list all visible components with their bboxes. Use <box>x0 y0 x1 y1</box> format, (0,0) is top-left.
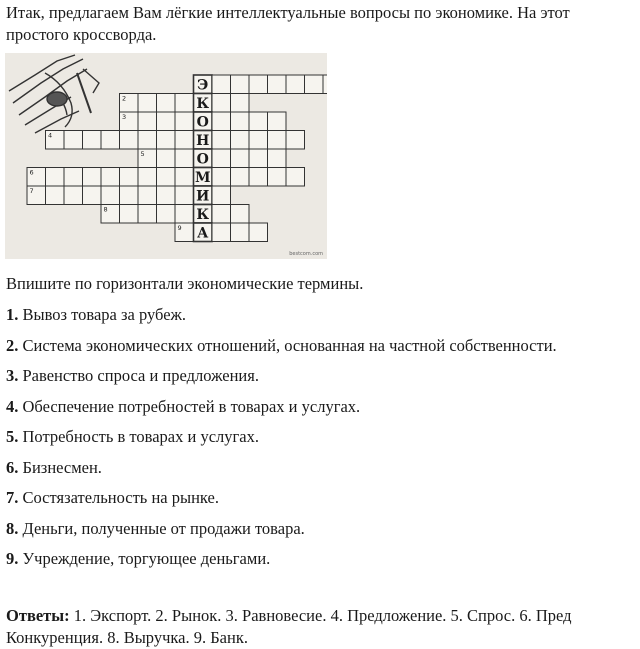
grid-cell <box>157 205 176 224</box>
grid-cell <box>212 149 231 168</box>
grid-cell <box>249 131 268 150</box>
grid-cell <box>268 149 287 168</box>
clue-number: 8. <box>6 518 19 538</box>
clue-number: 1. <box>6 305 19 324</box>
grid-cell <box>175 94 194 113</box>
grid-cell <box>138 112 157 131</box>
clue-text: Равенство спроса и предложения. <box>18 366 259 385</box>
grid-cell <box>175 205 194 224</box>
grid-cell <box>249 75 268 94</box>
grid-cell <box>157 149 176 168</box>
clue-number-label: 2 <box>122 94 127 103</box>
clue-item-8 <box>6 518 557 549</box>
key-letter: О <box>196 151 209 168</box>
clue-text: Состязательность на рынке. <box>18 488 219 507</box>
clue-item-9 <box>6 548 557 579</box>
clue-number: 6. <box>6 457 19 477</box>
grid-cell <box>212 94 231 113</box>
grid-cell <box>268 75 287 94</box>
answers <box>6 605 640 649</box>
grid-cell <box>212 112 231 131</box>
grid-cell <box>101 186 120 205</box>
grid-cell <box>231 149 250 168</box>
grid-cell <box>231 131 250 150</box>
grid-cell <box>138 131 157 150</box>
grid-cell <box>231 223 250 242</box>
clue-item-5 <box>6 426 557 457</box>
grid-cell <box>249 168 268 187</box>
grid-cell <box>120 186 139 205</box>
grid-cell <box>286 75 305 94</box>
clue-number-label: 6 <box>29 168 34 177</box>
crossword-grid <box>5 53 327 259</box>
grid-cell <box>64 168 83 187</box>
key-letter: Э <box>197 77 209 94</box>
grid-cell <box>46 186 65 205</box>
key-letter: К <box>196 95 210 112</box>
grid-cell <box>83 186 102 205</box>
grid-cell <box>138 94 157 113</box>
grid-cell <box>175 186 194 205</box>
grid-cell <box>175 131 194 150</box>
clue-number: 4. <box>6 396 19 416</box>
clue-number: 5. <box>6 427 19 446</box>
clue-number: 7. <box>6 488 19 507</box>
grid-cell <box>231 75 250 94</box>
grid-cell <box>286 131 305 150</box>
grid-cell <box>249 112 268 131</box>
image-credit: bestcom.com <box>289 251 323 257</box>
grid-cell <box>212 223 231 242</box>
key-letter: Н <box>196 132 210 149</box>
grid-cell <box>175 168 194 187</box>
grid-cell <box>138 205 157 224</box>
grid-cell <box>120 205 139 224</box>
clue-number-label: 5 <box>140 150 145 158</box>
grid-cell <box>120 131 139 150</box>
clue-text: Вывоз товара за рубеж. <box>18 305 187 324</box>
grid-cell <box>212 131 231 150</box>
key-letter: М <box>195 169 211 186</box>
grid-cell <box>249 149 268 168</box>
answers-label: Ответы: <box>6 606 70 625</box>
clue-text: Учреждение, торгующее деньгами. <box>18 549 271 568</box>
grid-cell <box>175 112 194 131</box>
grid-cell <box>157 94 176 113</box>
clue-item-4 <box>6 396 557 427</box>
grid-cell <box>231 112 250 131</box>
grid-cell <box>268 131 287 150</box>
grid-cell <box>305 75 324 94</box>
grid-cell <box>64 186 83 205</box>
grid-cells <box>27 75 327 242</box>
grid-cell <box>231 94 250 113</box>
grid-cell <box>268 112 287 131</box>
grid-cell <box>212 75 231 94</box>
intro-text <box>6 2 640 46</box>
grid-cell <box>212 186 231 205</box>
grid-cell <box>64 131 83 150</box>
clue-number: 9. <box>6 549 19 568</box>
clue-text: Потребность в товарах и услугах. <box>18 427 259 446</box>
clue-item-6 <box>6 457 557 488</box>
grid-cell <box>157 168 176 187</box>
clue-list <box>6 304 557 579</box>
grid-cell <box>286 168 305 187</box>
grid-cell <box>268 168 287 187</box>
key-letter: К <box>196 206 210 223</box>
clue-item-7 <box>6 487 557 518</box>
grid-cell <box>120 168 139 187</box>
intro-line-1: Итак, предлагаем Вам лёгкие интеллектуальные вопросы по экономике. На этот <box>6 3 570 22</box>
grid-cell <box>157 112 176 131</box>
grid-cell <box>138 186 157 205</box>
grid-cell <box>231 205 250 224</box>
key-letter: О <box>196 114 209 131</box>
answers-line-2: Конкуренция. 8. Выручка. 9. Банк. <box>6 628 248 647</box>
intro-line-2: простого кроссворда. <box>6 25 157 44</box>
key-letter: И <box>196 188 210 205</box>
clue-number-label: 7 <box>29 187 34 195</box>
answers-text-1: 1. Экспорт. 2. Рынок. 3. Равновесие. 4. Предложение. 5. Спрос. 6. Пред <box>69 606 572 625</box>
sketch-illustration <box>9 55 99 133</box>
clue-number-label: 9 <box>177 224 182 232</box>
vertical-word <box>195 77 211 241</box>
grid-cell <box>323 75 327 94</box>
grid-cell <box>249 223 268 242</box>
answers-line-1 <box>6 605 640 627</box>
clue-item-3 <box>6 365 557 396</box>
grid-cell <box>175 149 194 168</box>
grid-cell <box>138 168 157 187</box>
grid-cell <box>157 186 176 205</box>
grid-cell <box>212 205 231 224</box>
clue-number-label: 3 <box>122 113 127 121</box>
grid-cell <box>101 168 120 187</box>
grid-cell <box>46 168 65 187</box>
clue-number-label: 4 <box>48 131 53 140</box>
clue-number: 2. <box>6 335 19 355</box>
crossword-image <box>5 53 327 259</box>
clue-text: Бизнесмен. <box>18 457 102 477</box>
clue-number: 3. <box>6 366 19 385</box>
clue-text: Деньги, полученные от продажи товара. <box>18 518 305 538</box>
clue-text: Обеспечение потребностей в товарах и услугах. <box>18 396 361 416</box>
clue-text: Система экономических отношений, основанная на частной собственности. <box>18 335 557 355</box>
key-letter: А <box>197 225 209 242</box>
grid-cell <box>83 168 102 187</box>
clue-number-label: 8 <box>103 205 108 214</box>
grid-cell <box>212 168 231 187</box>
clue-item-2 <box>6 335 557 366</box>
clue-item-1 <box>6 304 557 335</box>
instructions: Впишите по горизонтали экономические термины. <box>6 274 364 293</box>
grid-cell <box>101 131 120 150</box>
grid-cell <box>83 131 102 150</box>
grid-cell <box>157 131 176 150</box>
grid-cell <box>231 168 250 187</box>
